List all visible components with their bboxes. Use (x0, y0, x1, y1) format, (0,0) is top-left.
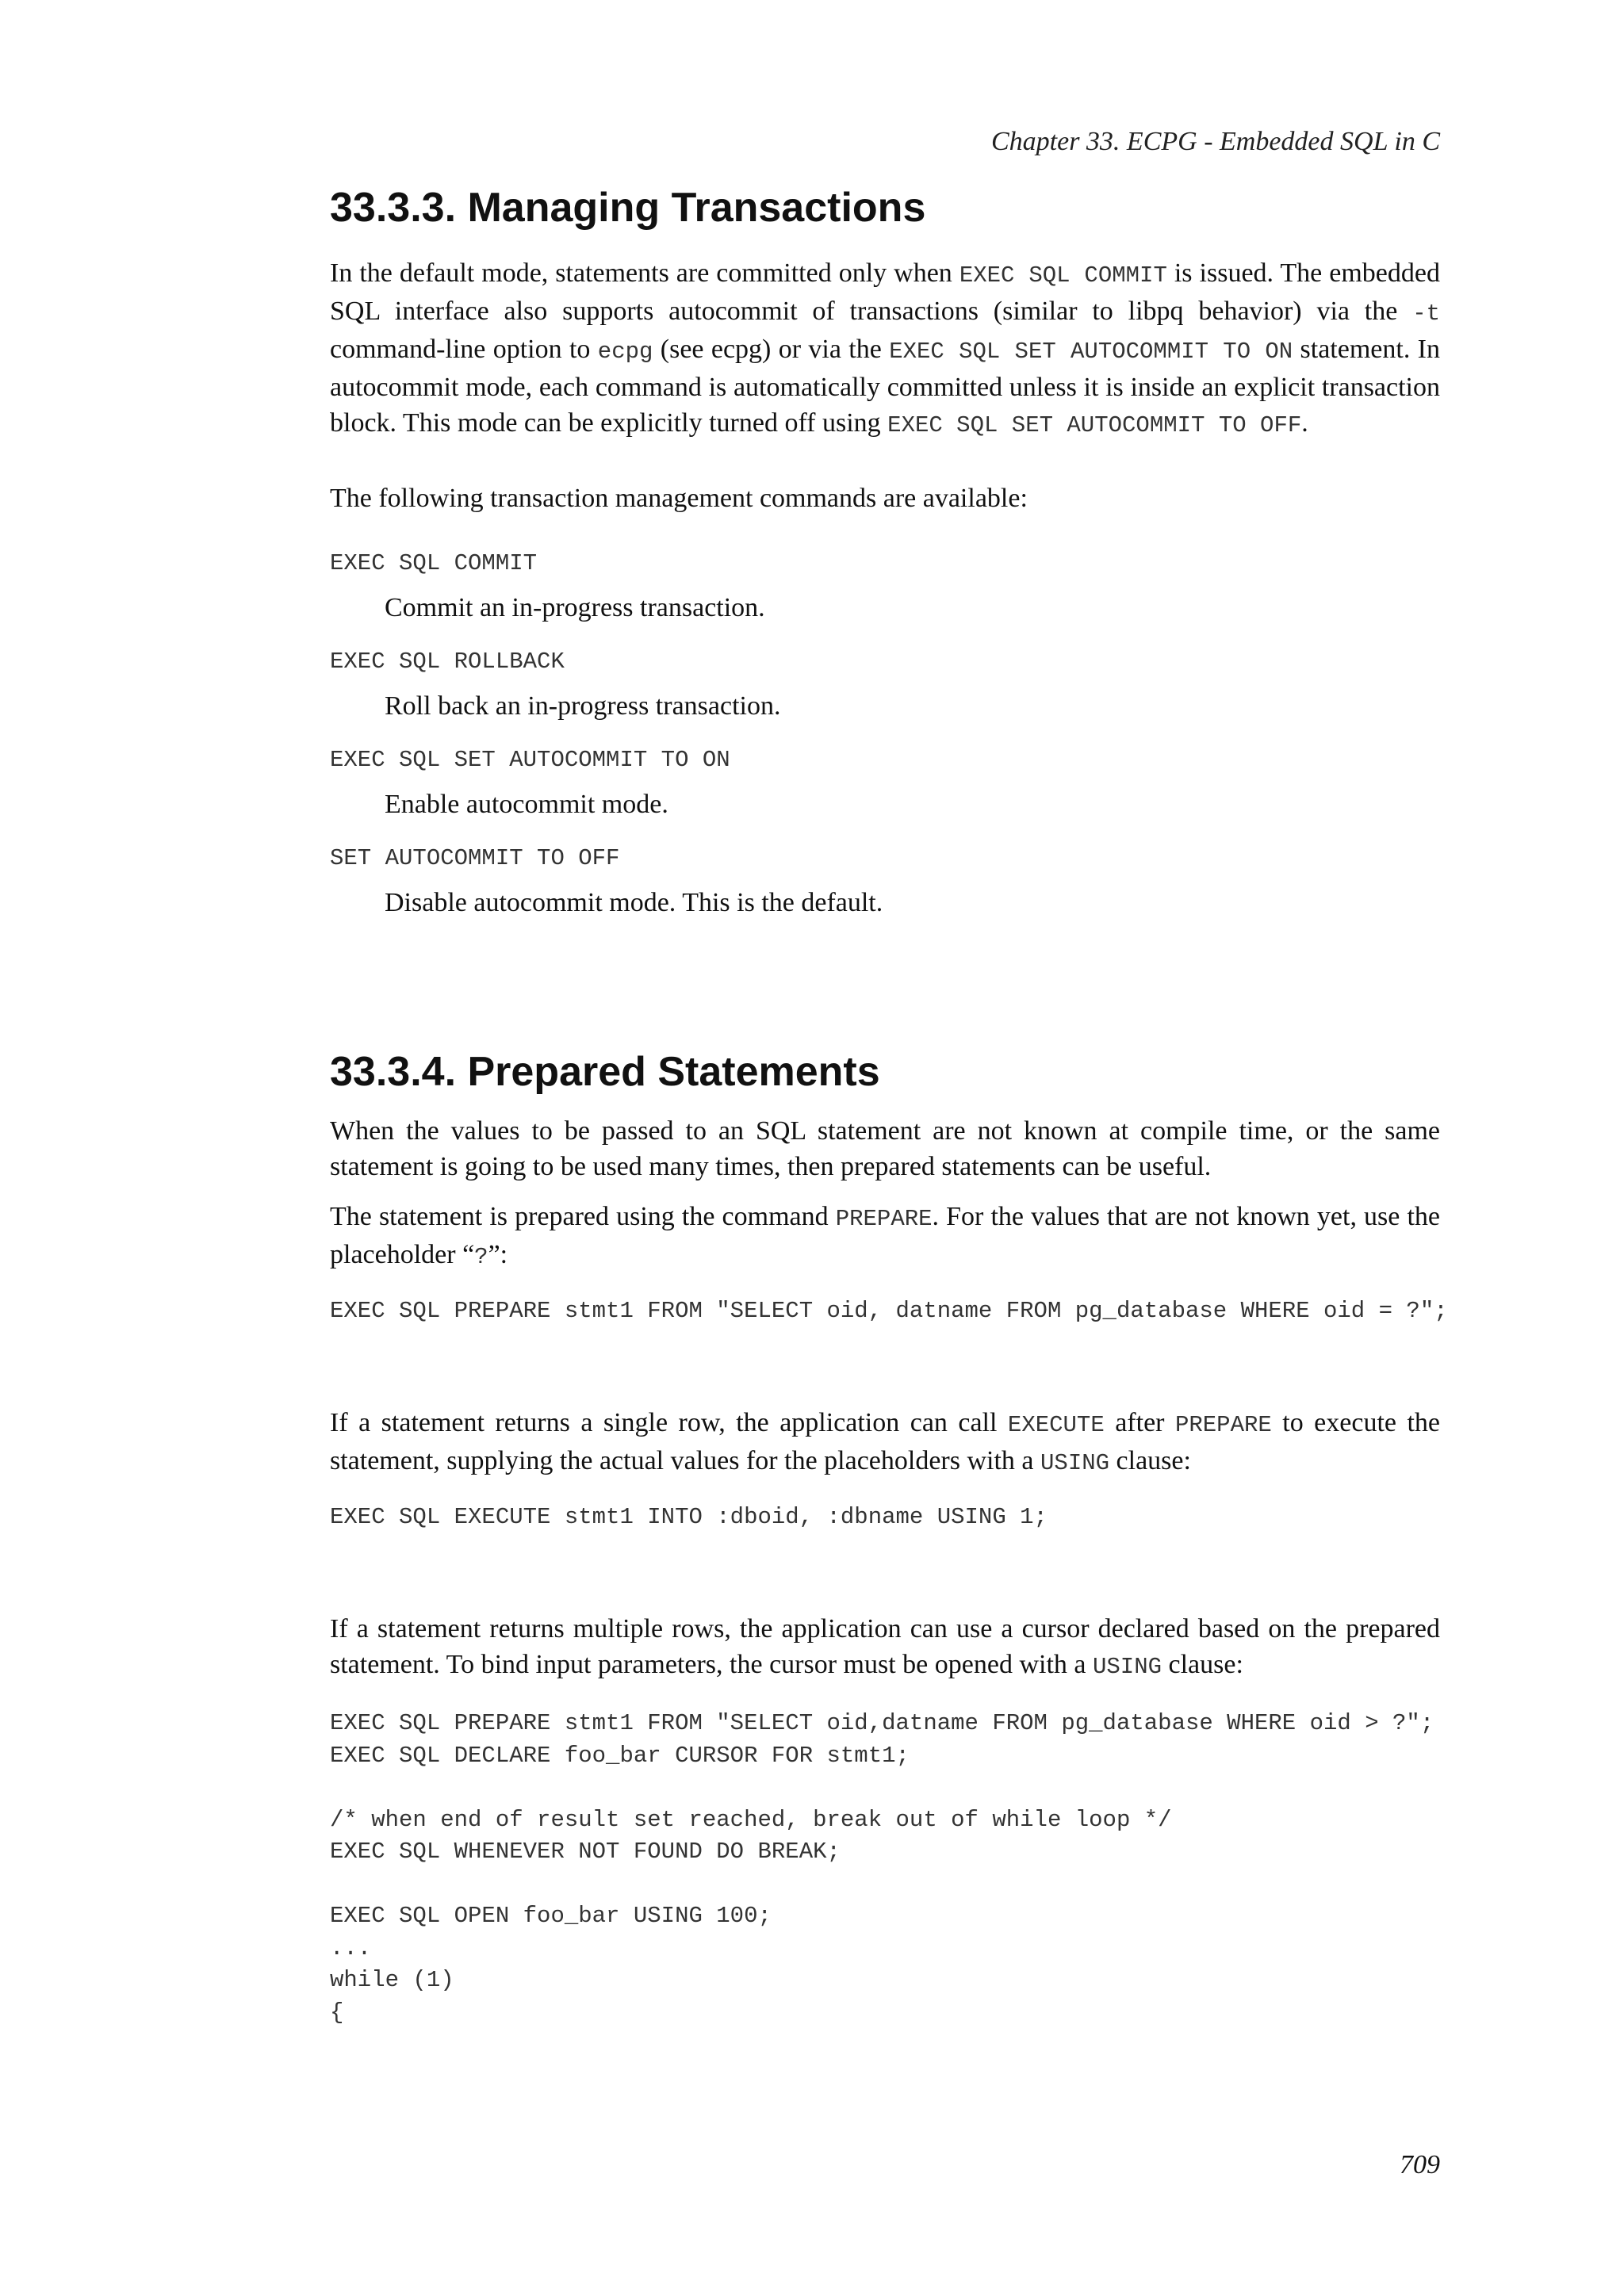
command-term: EXEC SQL COMMIT (330, 550, 538, 576)
text-run: clause: (1162, 1650, 1243, 1679)
text-run: (see ecpg) or via the (653, 335, 890, 364)
text-run: In the default mode, statements are committed only when (330, 258, 959, 288)
command-description: Roll back an in-progress transaction. (385, 691, 781, 721)
running-header: Chapter 33. ECPG - Embedded SQL in C (990, 127, 1440, 156)
text-run: . (1301, 408, 1308, 438)
command-description: Enable autocommit mode. (385, 790, 668, 819)
text-run: statement. In autocommit mode, each command is automatically committed unless it is inside an explicit transaction block. This mode can be explicitly turned off using (330, 335, 1440, 438)
text-run: command-line option to (330, 335, 598, 364)
code-execute: EXECUTE (1007, 1412, 1105, 1438)
text-run: is issued. The embedded SQL interface also supports autocommit of transactions (similar to libpq behavior) via the (330, 258, 1440, 326)
code-prepare: PREPARE (1174, 1412, 1272, 1438)
code-block-prepare: EXEC SQL PREPARE stmt1 FROM "SELECT oid, datname FROM pg_database WHERE oid = ?"; (330, 1298, 1448, 1324)
text-run: ”: (488, 1240, 508, 1269)
text-run: after (1104, 1408, 1175, 1437)
code-prepare: PREPARE (835, 1206, 933, 1232)
code-exec-sql-commit: EXEC SQL COMMIT (959, 262, 1167, 289)
text-run: The statement is prepared using the command (330, 1202, 836, 1231)
command-term: EXEC SQL SET AUTOCOMMIT TO ON (330, 747, 730, 773)
execute-paragraph (330, 1405, 1440, 1481)
code-t-option: -t (1412, 300, 1440, 327)
code-set-autocommit-on: EXEC SQL SET AUTOCOMMIT TO ON (889, 339, 1293, 365)
code-using: USING (1092, 1654, 1162, 1680)
command-description: Commit an in-progress transaction. (385, 593, 765, 622)
code-block-execute: EXEC SQL EXECUTE stmt1 INTO :dboid, :dbname USING 1; (330, 1504, 1048, 1530)
code-using: USING (1040, 1450, 1110, 1476)
text-run: to execute the statement, supplying the actual values for the placeholders with a (330, 1408, 1440, 1475)
transactions-intro-paragraph (330, 255, 1440, 443)
text-run: clause: (1109, 1446, 1191, 1475)
commands-intro-paragraph: The following transaction management commands are available: (330, 484, 1028, 513)
command-description: Disable autocommit mode. This is the default. (385, 888, 883, 917)
command-term: EXEC SQL ROLLBACK (330, 649, 565, 675)
code-block-cursor: EXEC SQL PREPARE stmt1 FROM "SELECT oid,datname FROM pg_database WHERE oid > ?"; EXEC SQL DECLARE foo_bar CURSOR FOR stmt1; /* when end of result set reached, break out of while loop */ EXEC SQL WHENEVER NOT FOUND DO BREAK; EXEC SQL OPEN foo_bar USING 100; ... while (1) { (330, 1710, 1434, 2026)
cursor-paragraph (330, 1611, 1440, 1685)
prepared-intro-paragraph: When the values to be passed to an SQL statement are not known at compile time, or the same statement is going to be used many times, then prepared statements can be useful. (330, 1116, 1440, 1181)
command-term: SET AUTOCOMMIT TO OFF (330, 845, 620, 871)
section-title-prepared-statements: 33.3.4. Prepared Statements (330, 1049, 880, 1095)
text-run: If a statement returns a single row, the application can call (330, 1408, 1008, 1437)
text-run: If a statement returns multiple rows, the application can use a cursor declared based on the prepared statement. To bind input parameters, the cursor must be opened with a (330, 1614, 1440, 1679)
code-ecpg: ecpg (597, 339, 653, 365)
text-run: . For the values that are not known yet, use the placeholder “ (330, 1202, 1440, 1269)
page-number: 709 (1400, 2150, 1440, 2179)
section-title-managing-transactions: 33.3.3. Managing Transactions (330, 185, 926, 231)
code-placeholder: ? (474, 1244, 488, 1270)
code-set-autocommit-off: EXEC SQL SET AUTOCOMMIT TO OFF (887, 412, 1302, 438)
prepare-command-paragraph (330, 1199, 1440, 1275)
